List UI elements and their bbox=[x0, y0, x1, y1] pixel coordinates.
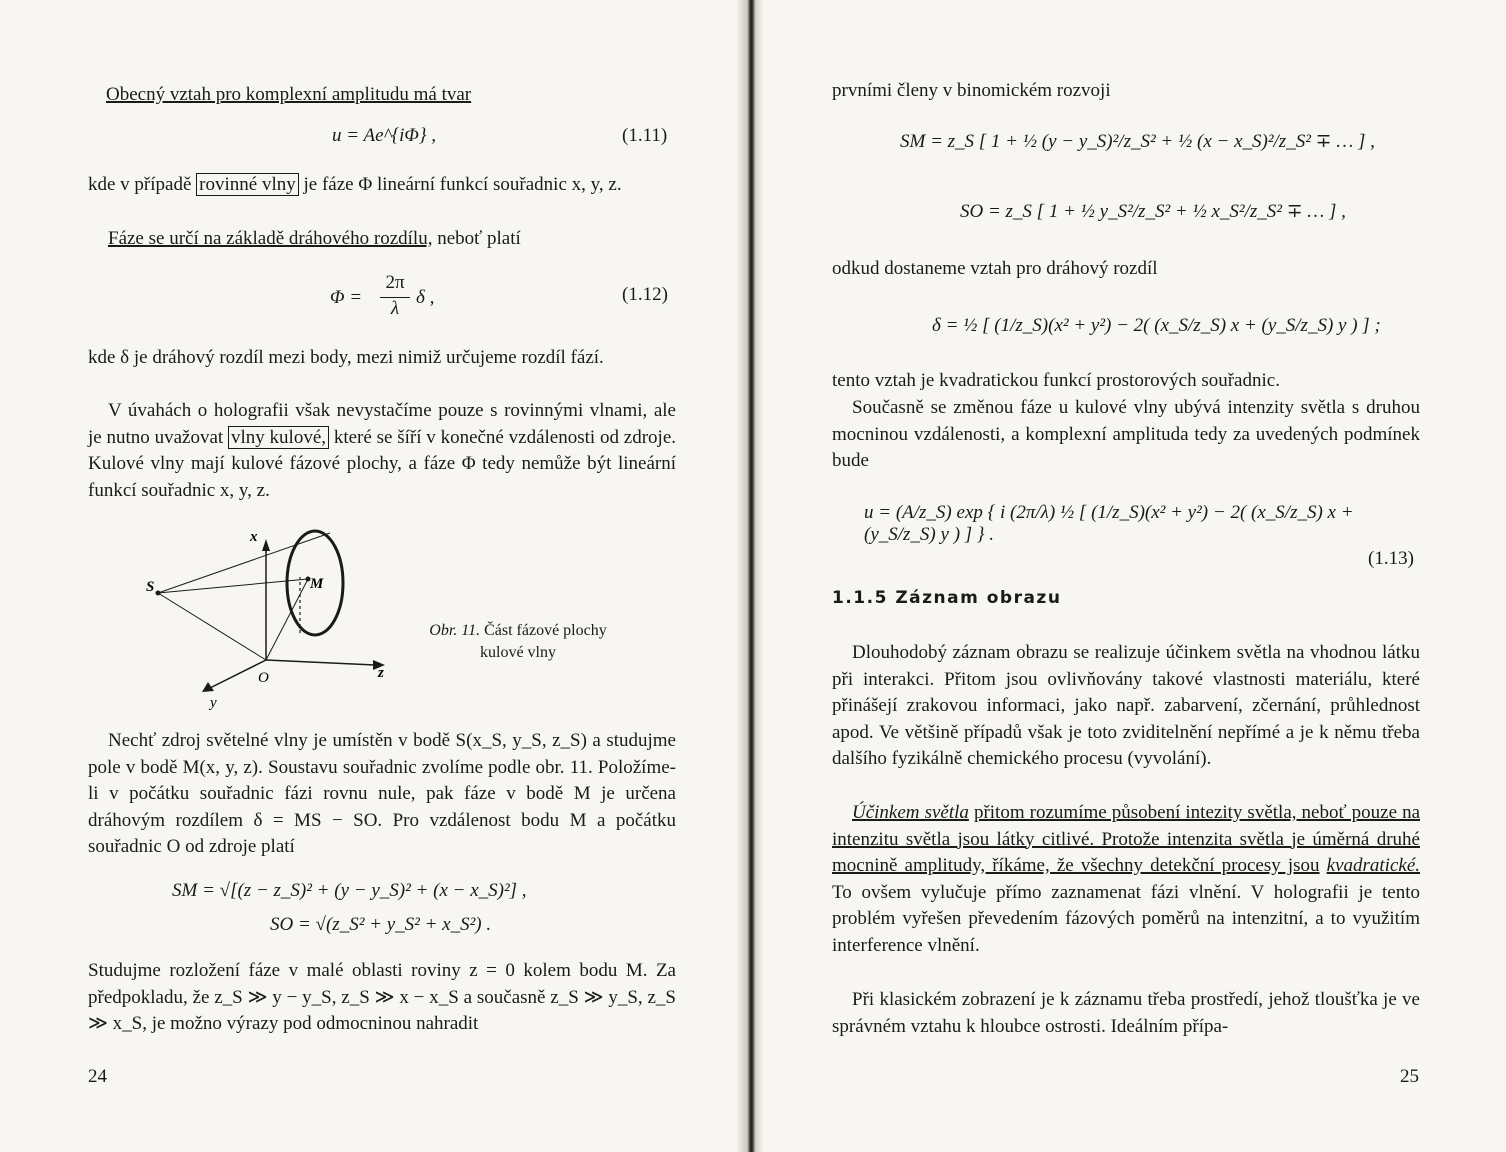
equation-so-text: SO = √(z_S² + y_S² + x_S²) . bbox=[270, 914, 492, 935]
section-title: 1.1.5 Záznam obrazu bbox=[832, 588, 1062, 608]
paragraph-study-text: Studujme rozložení fáze v malé oblasti roviny z = 0 kolem bodu M. Za předpokladu, že z_S ≫ y − y_S, z_S ≫ x − x_S a současně z_S ≫ y_S, z_S ≫ x_S, je možno výrazy pod odmocninou nahradit bbox=[88, 960, 676, 1034]
source-to-m-line bbox=[158, 579, 308, 593]
point-s bbox=[156, 591, 161, 596]
intro-line-text: Obecný vztah pro komplexní amplitudu má tvar bbox=[106, 84, 472, 105]
eq-1-12-numerator: 2π bbox=[385, 272, 405, 293]
figure-label-o: O bbox=[258, 670, 269, 686]
equation-sm-text: SM = √[(z − z_S)² + (y − y_S)² + (x − x_S)²] , bbox=[172, 880, 527, 901]
source-to-top-line bbox=[158, 533, 330, 593]
intro-line bbox=[106, 82, 546, 109]
page-number-left: 24 bbox=[88, 1066, 107, 1087]
paragraph-classic bbox=[832, 987, 1420, 1040]
phase-intro-tail: neboť platí bbox=[437, 228, 521, 249]
axis-z-line bbox=[266, 660, 375, 665]
right-page bbox=[760, 0, 1506, 1152]
equation-sm-series bbox=[900, 130, 1375, 153]
page-number-right: 25 bbox=[1400, 1066, 1419, 1087]
plane-wave-text-1: kde v případě bbox=[88, 174, 192, 195]
paragraph-effect bbox=[832, 800, 1420, 959]
paragraph-quadratic-text: tento vztah je kvadratickou funkcí prostorových souřadnic. bbox=[832, 370, 1280, 391]
effect-underlined-term: Účinkem světla bbox=[852, 802, 969, 823]
equation-1-11-number: (1.11) bbox=[622, 125, 668, 146]
effect-text-2: přitom rozumíme působení intezity světla, neboť pouze na intenzitu světla jsou látky citlivé. Protože intenzita světla je úměrná druhé mocnině amplitudy, říkáme, že všechny detekční procesy jsou bbox=[832, 802, 1421, 876]
equation-sm-series-text: SM = z_S [ 1 + ½ (y − y_S)²/z_S² + ½ (x − x_S)²/z_S² ∓ … ] , bbox=[900, 131, 1375, 152]
paragraph-study bbox=[88, 958, 676, 1038]
figure-11-diagram bbox=[140, 525, 400, 710]
phase-intro-underlined: Fáze se určí na základě dráhového rozdílu, bbox=[108, 228, 433, 249]
source-to-origin-line bbox=[158, 593, 266, 660]
paragraph-delta-text: kde δ je dráhový rozdíl mezi body, mezi nimiž určujeme rozdíl fází. bbox=[88, 347, 604, 368]
paragraph-quadratic bbox=[832, 368, 1420, 395]
caption-label: Obr. 11. bbox=[429, 622, 481, 639]
paragraph-intensity bbox=[832, 395, 1420, 475]
plane-wave-text-2: je fáze Φ lineární funkcí souřadnic x, y, z. bbox=[303, 174, 622, 195]
eq-1-12-denominator: λ bbox=[390, 298, 400, 319]
equation-1-13-text: u = (A/z_S) exp { i (2π/λ) ½ [ (1/z_S)(x² + y²) − 2( (x_S/z_S) x + (y_S/z_S) y ) ] } . bbox=[864, 502, 1354, 545]
equation-so-series bbox=[960, 200, 1346, 223]
equation-so-series-text: SO = z_S [ 1 + ½ y_S²/z_S² + ½ x_S²/z_S² ∓ … ] , bbox=[960, 201, 1346, 222]
equation-1-11-text: u = Ae^{iΦ} , bbox=[332, 125, 436, 146]
paragraph-spherical bbox=[88, 398, 676, 504]
paragraph-path-text: odkud dostaneme vztah pro dráhový rozdíl bbox=[832, 258, 1158, 279]
effect-text-4: To ovšem vylučuje přímo zaznamenat fázi vlnění. V holografii je tento problém vyřešen převedením fázových poměrů na intenzitní, a to využitím interference vlnění. bbox=[832, 881, 1420, 956]
equation-1-12 bbox=[330, 272, 490, 332]
intro-line-right bbox=[832, 78, 1420, 105]
figure-label-z: z bbox=[378, 665, 384, 681]
figure-label-y: y bbox=[210, 695, 217, 710]
paragraph-source bbox=[88, 728, 676, 861]
spherical-boxed: vlny kulové, bbox=[228, 426, 329, 449]
equation-so bbox=[270, 914, 491, 936]
paragraph-intensity-text: Současně se změnou fáze u kulové vlny ubývá intenzity světla s druhou mocninou vzdálenosti, a komplexní amplituda tedy za uvedených podmínek bude bbox=[832, 397, 1420, 471]
paragraph-source-text: Nechť zdroj světelné vlny je umístěn v bodě S(x_S, y_S, z_S) a studujme pole v bodě M(x, y, z). Soustavu souřadnic zvolíme podle obr. 11. Položíme-li v počátku souřadnic fázi rovnu nule, pak fáze v bodě M je určena dráhovým rozdílem δ = MS − SO. Pro vzdálenost bodu M a počátku souřadnic O od zdroje platí bbox=[88, 730, 676, 857]
paragraph-phase bbox=[88, 226, 676, 253]
axis-x-arrow bbox=[262, 539, 270, 551]
equation-1-11 bbox=[332, 125, 436, 147]
spherical-text-2: které se šíří v konečné vzdálenosti od zdroje. Kulové vlny mají kulové fázové plochy, a fáze Φ tedy nemůže být lineární funkcí souřadnic x, y, z. bbox=[88, 426, 677, 501]
plane-wave-boxed: rovinné vlny bbox=[196, 173, 299, 196]
paragraph-classic-text: Při klasickém zobrazení je k záznamu třeba prostředí, jehož tloušťka je ve správném vztahu k hloubce ostrosti. Ideálním přípa- bbox=[832, 989, 1420, 1037]
figure-label-x: x bbox=[250, 529, 258, 545]
paragraph-record bbox=[832, 640, 1420, 773]
equation-delta-text: δ = ½ [ (1/z_S)(x² + y²) − 2( (x_S/z_S) x + (y_S/z_S) y ) ] ; bbox=[932, 315, 1381, 336]
figure-11-caption bbox=[408, 620, 628, 664]
equation-delta bbox=[932, 315, 1381, 337]
caption-text: Část fázové plochy kulové vlny bbox=[480, 622, 607, 661]
spherical-text-1: V úvahách o holografii však nevystačíme pouze s rovinnými vlnami, ale je nutno uvažovat bbox=[88, 400, 676, 448]
figure-label-m: M bbox=[310, 576, 324, 592]
paragraph-plane-wave bbox=[88, 172, 676, 199]
effect-kvadraticke: kvadratické. bbox=[1326, 855, 1421, 876]
paragraph-delta bbox=[88, 345, 676, 372]
paragraph-record-text: Dlouhodobý záznam obrazu se realizuje účinkem světla na vhodnou látku při interakci. Přitom jsou ovlivňovány takové vlastnosti materiálu, které přinášejí zrakovou informaci, jako např. zabarvení, zčernání, průhlednost apod. Ve většině případů však je toto zviditelnění nepřímé a je k němu třeba dalšího fyzikálně chemického procesu (vyvolání). bbox=[832, 642, 1420, 769]
eq-1-12-lhs: Φ = bbox=[330, 287, 363, 308]
equation-sm bbox=[172, 880, 527, 902]
eq-1-12-rhs: δ , bbox=[416, 287, 435, 308]
left-page bbox=[0, 0, 740, 1152]
equation-1-12-number: (1.12) bbox=[622, 284, 668, 305]
equation-1-13 bbox=[864, 502, 1424, 546]
figure-label-s: S bbox=[146, 579, 155, 595]
intro-line-right-text: prvními členy v binomickém rozvoji bbox=[832, 80, 1111, 101]
paragraph-path bbox=[832, 256, 1420, 283]
equation-1-13-number: (1.13) bbox=[1368, 548, 1414, 569]
